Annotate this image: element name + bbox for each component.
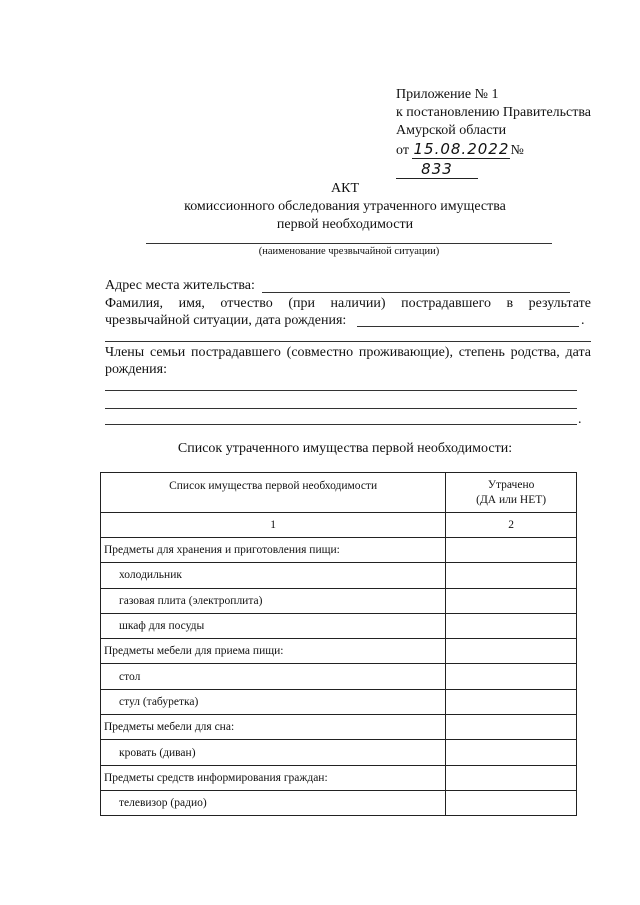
category-label: Предметы для хранения и приготовления пищи: [101,538,446,563]
lost-cell[interactable] [446,790,577,815]
table-row [101,740,577,765]
victim-line-2 [105,341,591,342]
emergency-caption: (наименование чрезвычайной ситуации) [258,246,440,257]
table-header-row [101,473,577,513]
handwritten-number: 833 [396,160,478,179]
list-title: Список утраченного имущества первой необходимости: [177,441,513,456]
header-items: Список имущества первой необходимости [101,473,446,513]
period-2: . [578,412,582,427]
table-category-row [101,715,577,740]
table-row [101,563,577,588]
item-label: газовая плита (электроплита) [101,588,446,613]
table-row [101,588,577,613]
table-row [101,790,577,815]
item-label: стул (табуретка) [101,689,446,714]
item-label: стол [101,664,446,689]
inventory-table [100,472,577,816]
col-number-1: 1 [101,513,446,538]
lost-cell[interactable] [446,689,577,714]
table-category-row [101,538,577,563]
category-label: Предметы мебели для приема пищи: [101,639,446,664]
doc-title-3: первой необходимости [276,217,414,232]
header-lost-line2: (ДА или НЕТ) [476,493,547,506]
category-label: Предметы мебели для сна: [101,715,446,740]
address-label: Адрес места жительства: [105,278,255,293]
item-label: телевизор (радио) [101,790,446,815]
doc-title-1: АКТ [331,181,359,196]
appendix-line-1: Приложение № 1 [396,87,499,102]
table-number-row [101,513,577,538]
appendix-line-3: Амурской области [396,123,507,138]
number-label: № [510,143,524,158]
family-line-2 [105,408,577,409]
lost-cell[interactable] [446,664,577,689]
lost-cell[interactable] [446,715,577,740]
doc-title-2: комиссионного обследования утраченного имущества [184,199,506,214]
item-label: холодильник [101,563,446,588]
period-1: . [581,313,585,328]
table-category-row [101,765,577,790]
header-lost [446,473,577,513]
appendix-date-line [396,140,606,178]
family-line-3 [105,424,577,425]
from-label: от [396,143,409,158]
family-line-1 [105,390,577,391]
table-row [101,689,577,714]
item-label: кровать (диван) [101,740,446,765]
lost-cell[interactable] [446,740,577,765]
victim-label-1: Фамилия, имя, отчество (при наличии) пострадавшего в результате [105,296,591,311]
col-number-2: 2 [446,513,577,538]
item-label: шкаф для посуды [101,613,446,638]
emergency-name-line [146,243,552,244]
table-row [101,613,577,638]
victim-line [357,326,579,327]
table-category-row [101,639,577,664]
lost-cell[interactable] [446,613,577,638]
victim-label-2: чрезвычайной ситуации, дата рождения: [105,313,347,328]
category-label: Предметы средств информирования граждан: [101,765,446,790]
family-label-2: рождения: [105,362,167,377]
lost-cell[interactable] [446,588,577,613]
header-lost-line1: Утрачено [487,478,535,491]
family-label-1: Члены семьи пострадавшего (совместно проживающие), степень родства, дата [105,345,591,360]
lost-cell[interactable] [446,639,577,664]
appendix-line-2: к постановлению Правительства [396,105,592,120]
address-line [262,292,570,293]
appendix-block [396,86,606,178]
lost-cell[interactable] [446,538,577,563]
lost-cell[interactable] [446,563,577,588]
lost-cell[interactable] [446,765,577,790]
table-row [101,664,577,689]
handwritten-date: 15.08.2022 [413,140,510,158]
